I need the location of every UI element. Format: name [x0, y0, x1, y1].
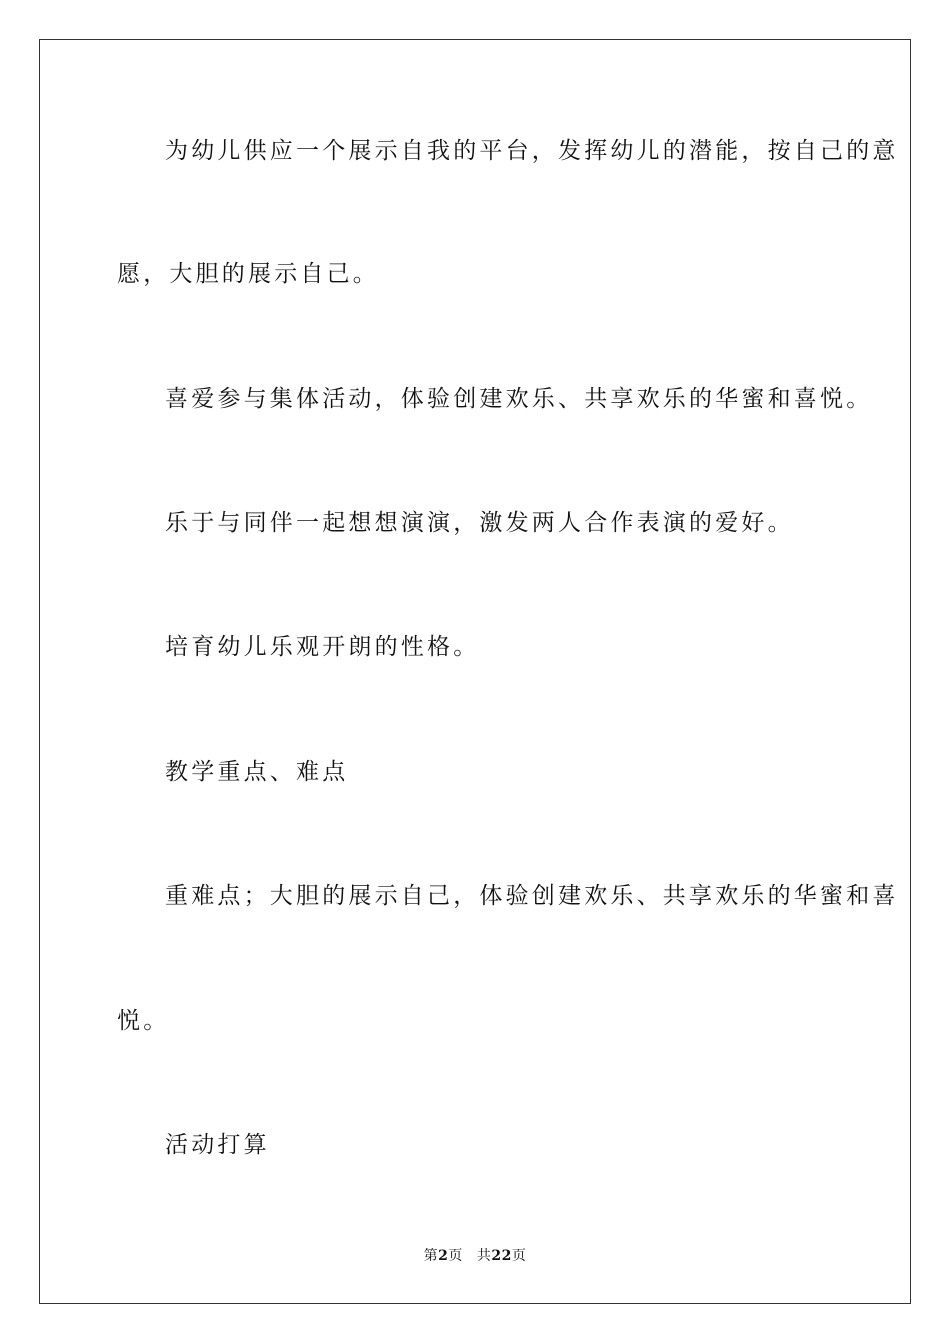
paragraph-6-line-2: 悦。: [117, 1008, 170, 1034]
page-border: [39, 39, 911, 1304]
paragraph-6-line-1: 重难点；大胆的展示自己，体验创建欢乐、共享欢乐的华蜜和喜: [165, 883, 899, 909]
total-pages-prefix: 共: [476, 1248, 492, 1264]
section-heading-key-points: 教学重点、难点: [165, 759, 349, 785]
section-heading-activity-plan: 活动打算: [165, 1132, 270, 1158]
paragraph-1-line-1: 为幼儿供应一个展示自我的平台，发挥幼儿的潜能，按自己的意: [165, 138, 899, 164]
paragraph-2: 喜爱参与集体活动，体验创建欢乐、共享欢乐的华蜜和喜悦。: [165, 386, 873, 412]
total-pages-suffix: 页: [511, 1248, 527, 1264]
paragraph-3: 乐于与同伴一起想想演演，激发两人合作表演的爱好。: [165, 510, 794, 536]
current-page-number: 2: [438, 1248, 449, 1264]
page-number-suffix: 页: [448, 1248, 463, 1264]
page-number-prefix: 第: [423, 1248, 439, 1264]
total-page-count: 22: [491, 1248, 512, 1264]
paragraph-1-line-2: 愿，大胆的展示自己。: [117, 261, 379, 287]
paragraph-4: 培育幼儿乐观开朗的性格。: [165, 634, 480, 660]
page-footer: [0, 1246, 950, 1266]
